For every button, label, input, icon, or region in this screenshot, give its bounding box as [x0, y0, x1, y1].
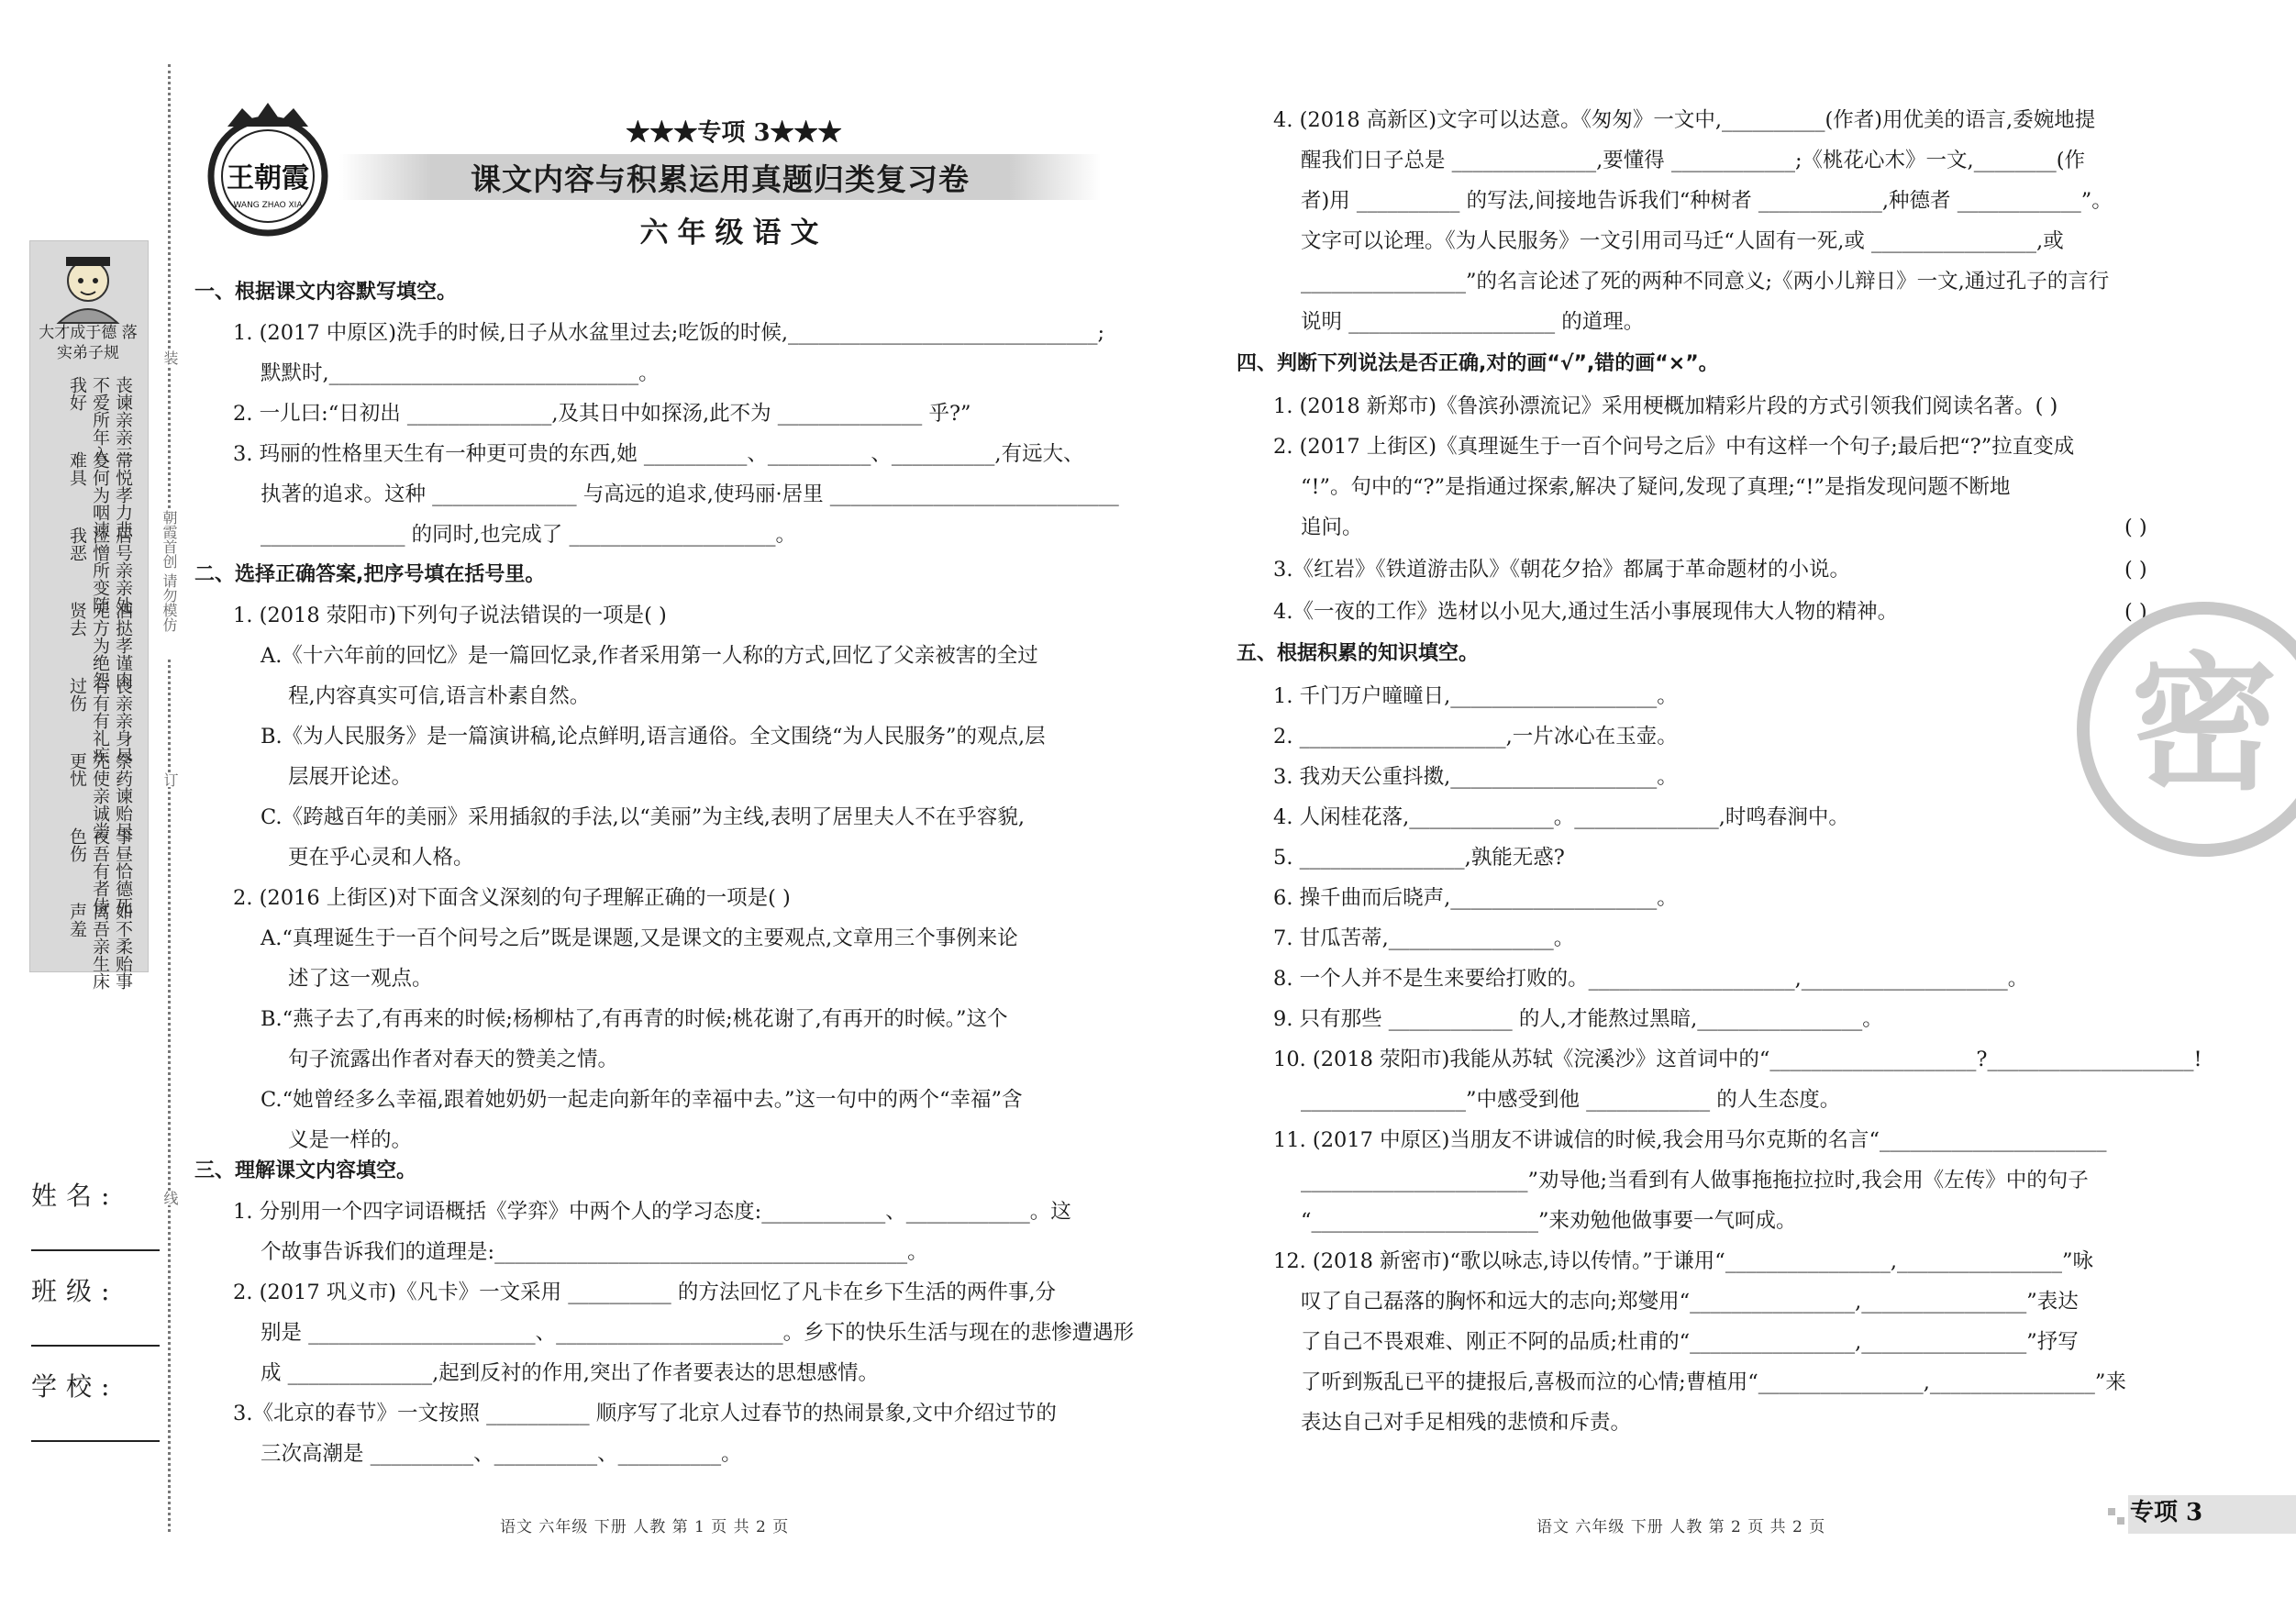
question-line: 追问。 [1301, 516, 1363, 539]
question-line: 成 ______________,起到反衬的作用,突出了作者要表达的思想感情。 [261, 1361, 879, 1385]
section-heading: 一、根据课文内容默写填空。 [194, 281, 458, 304]
question-line: 3. 我劝天公重抖擞,____________________。 [1273, 765, 1678, 789]
watermark-text: 密 [2130, 638, 2279, 810]
question-line: 4. (2018 高新区)文字可以达意。《匆匆》一文中,__________(作者)用优美的语言,委婉地提 [1273, 108, 2096, 132]
secret-watermark-icon [2076, 601, 2296, 858]
question-line: 默默时,______________________________。 [261, 361, 660, 385]
question-line: 叹了自己磊落的胸怀和远大的志向;郑燮用“________________,________________”表达 [1301, 1290, 2079, 1314]
question-line: 8. 一个人并不是生来要给打败的。____________________,____________________。 [1273, 967, 2029, 991]
section-heading: 五、根据积累的知识填空。 [1237, 642, 1480, 665]
poem-column: 丧亲亲身尽有有有礼疾过伤 [67, 677, 133, 764]
question-line: 说明 ____________________ 的道理。 [1301, 310, 1645, 334]
question-line: ______________ 的同时,也完成了 ____________________。 [261, 523, 796, 547]
scholar-figure-icon [46, 250, 130, 325]
option-line: 句子流露出作者对春天的赞美之情。 [288, 1048, 619, 1071]
question-line: 6. 操千曲而后晓声,____________________。 [1273, 886, 1678, 910]
option-line: B.《为人民服务》是一篇演讲稿,论点鲜明,语言通俗。全文围绕“为人民服务”的观点,层 [261, 725, 1046, 749]
page-footer: 语文 六年级 下册 人教 第 1 页 共 2 页 [500, 1518, 790, 1536]
question-line: 1. 分别用一个四字词语概括《学弈》中两个人的学习态度:____________、____________。这 [233, 1200, 1071, 1224]
option-line: C.《跨越百年的美丽》采用插叙的手法,以“美丽”为主线,表明了居里夫人不在乎容貌, [261, 805, 1026, 829]
question-line: 2. (2017 上街区)《真理诞生于一百个问号之后》中有这样一个句子;最后把“?”拉直变成 [1273, 435, 2075, 459]
question-line: 9. 只有那些 ____________ 的人,才能熬过黑暗,________________。 [1273, 1007, 1883, 1031]
paper-subtitle: 六年级语文 [639, 216, 828, 250]
cut-mark: 线 [161, 1191, 179, 1205]
paper-title: 课文内容与积累运用真题归类复习卷 [471, 161, 970, 197]
option-line: 更在乎心灵和人格。 [288, 846, 474, 870]
question-line: ______________________”劝导他;当看到有人做事拖拖拉拉时,我会用《左传》中的句子 [1301, 1169, 2089, 1192]
question-line: 2. ____________________,一片冰心在玉壶。 [1273, 725, 1678, 749]
question-line: 4.《一夜的工作》选材以小见大,通过生活小事展现伟大人物的精神。 [1273, 600, 1899, 624]
section-heading: 四、判断下列说法是否正确,对的画“√”,错的画“×”。 [1237, 352, 1719, 375]
question-line: 3. 玛丽的性格里天生有一种更可贵的东西,她 __________、__________、__________,有远大、 [233, 442, 1084, 466]
option-line: 义是一样的。 [288, 1128, 413, 1152]
question-line: “!”。句中的“?”是指通过探索,解决了疑问,发现了真理;“!”是指发现问题不断地 [1301, 475, 2011, 499]
question-line: ________________”的名言论述了死的两种不同意义;《两小儿辩日》一文,通过孔子的言行 [1301, 270, 2110, 294]
option-line: B.“燕子去了,有再来的时候;杨柳枯了,有再青的时候;桃花谢了,有再开的时候。”这个 [261, 1007, 1008, 1031]
question-line: 了自己不畏艰难、刚正不阿的品质;杜甫的“________________,________________”抒写 [1301, 1330, 2079, 1354]
poem-column: 祭药谏贻尽先使亲诚尝更忧 [67, 752, 133, 839]
publisher-logo-icon [194, 99, 341, 246]
option-line: A.《十六年前的回忆》是一篇回忆录,作者采用第一人称的方式,回忆了父亲被害的全过 [261, 644, 1038, 668]
question-line: 1. 千门万户曈曈日,____________________。 [1273, 684, 1678, 708]
question-line: 2. 一儿曰:“日初出 ______________,及其日中如探汤,此不为 ______________ 乎?” [233, 402, 971, 426]
question-line: 1. (2018 荥阳市)下列句子说法错误的一项是( ) [233, 604, 667, 627]
question-line: 三次高潮是 __________、__________、__________。 [261, 1442, 742, 1466]
logo-text: 王朝霞 [227, 162, 309, 194]
question-line: 11. (2017 中原区)当朋友不讲诚信的时候,我会用马尔克斯的名言“______________________ [1273, 1128, 2107, 1152]
class-label: 班级: [31, 1276, 119, 1306]
cut-mark: 订 [161, 772, 179, 787]
question-line: 5. ________________,孰能无惑? [1273, 846, 1565, 870]
question-line: 执著的追求。这种 ______________ 与高远的追求,使玛丽·居里 ____________________________ [261, 482, 1119, 506]
answer-bracket[interactable]: ( ) [2124, 516, 2147, 539]
option-line: C.“她曾经多么幸福,跟着她奶奶一起走向新年的幸福中去。”这一句中的两个“幸福”含 [261, 1088, 1023, 1112]
cut-mark-note: 朝霞首创 请勿模仿 [160, 510, 178, 657]
section-heading: 三、理解课文内容填空。 [194, 1159, 417, 1182]
answer-bracket[interactable]: ( ) [2124, 558, 2147, 582]
series-label: ★★★专项 3★★★ [626, 119, 842, 147]
cut-mark: 装 [161, 350, 179, 365]
name-field[interactable] [31, 1249, 160, 1251]
question-line: 醒我们日子总是 ______________,要懂得 ____________;《桃花心木》一文,________(作 [1301, 149, 2085, 172]
question-line: 别是 ______________________、______________________。乡下的快乐生活与现在的悲惨遭遇形 [261, 1321, 1135, 1345]
school-label: 学校: [31, 1371, 119, 1402]
school-field[interactable] [31, 1440, 160, 1442]
strip-motto: 大才成于德 落实弟子规 [39, 324, 138, 362]
poem-column: 居号亲亲处泣憎所变随我恶 [67, 527, 133, 614]
question-line: 3.《红岩》《铁道游击队》《朝花夕拾》都属于革命题材的小说。 [1273, 558, 1850, 582]
poem-column: 丧谏亲亲三不爱所年入我好 [67, 376, 133, 463]
answer-bracket[interactable]: ( ) [2124, 600, 2147, 624]
option-line: 程,内容真实可信,语言朴素自然。 [288, 684, 591, 708]
section-tag: 专项 3 [2130, 1499, 2203, 1526]
question-line: 1. (2017 中原区)洗手的时候,日子从水盆里过去;吃饭的时候,______________________________; [233, 321, 1105, 345]
question-line: 了听到叛乱已平的捷报后,喜极而泣的心情;曹植用“________________,________________”来 [1301, 1370, 2126, 1394]
question-line: 2. (2017 巩义市)《凡卡》一文采用 __________ 的方法回忆了凡卡在乡下生活的两件事,分 [233, 1281, 1057, 1304]
question-line: 1. (2018 新郑市)《鲁滨孙漂流记》采用梗概加精彩片段的方式引领我们阅读名著。( ) [1273, 394, 2058, 418]
option-line: 述了这一观点。 [288, 967, 433, 991]
question-line: 7. 甘瓜苦蒂,________________。 [1273, 926, 1575, 950]
section-heading: 二、选择正确答案,把序号填在括号里。 [194, 563, 546, 586]
question-line: 表达自己对手足相残的悲愤和斥责。 [1301, 1411, 1632, 1435]
question-line: 个故事告诉我们的道理是:________________________________________。 [261, 1240, 928, 1264]
poem-column: 常悦孝力悲复何为咽谏难具 [67, 451, 133, 538]
option-line: 层展开论述。 [288, 765, 413, 789]
question-line: 4. 人闲桂花落,______________。______________,时鸣春涧中。 [1273, 805, 1849, 829]
class-field[interactable] [31, 1345, 160, 1347]
page-footer: 语文 六年级 下册 人教 第 2 页 共 2 页 [1536, 1518, 1826, 1536]
question-line: 文字可以论理。《为人民服务》一文引用司马迁“人固有一死,或 ________________,或 [1301, 229, 2064, 253]
question-line: “______________________”来劝勉他做事要一气呵成。 [1301, 1209, 1797, 1233]
poem-column: 酒挞孝谨肉无方为绝怨贤去 [67, 602, 133, 689]
name-label: 姓名: [31, 1181, 119, 1211]
option-line: A.“真理诞生于一百个问号之后”既是课题,又是课文的主要观点,文章用三个事例来论 [261, 926, 1018, 950]
question-line: 3.《北京的春节》一文按照 __________ 顺序写了北京人过春节的热闹景象,文中介绍过节的 [233, 1402, 1057, 1425]
poem-column: 如不柔贻事离吾亲生床声羞 [67, 903, 133, 990]
question-line: 者)用 __________ 的写法,间接地告诉我们“种树者 ____________,种德者 ____________”。 [1301, 189, 2113, 213]
question-line: ________________”中感受到他 ____________ 的人生态度。 [1301, 1088, 1841, 1112]
poem-column: 事昼恰德死夜吾有者侍色伤 [67, 827, 133, 915]
question-line: 10. (2018 荥阳市)我能从苏轼《浣溪沙》这首词中的“____________________?____________________! [1273, 1048, 2202, 1071]
cut-line [168, 64, 171, 1532]
question-line: 2. (2016 上街区)对下面含义深刻的句子理解正确的一项是( ) [233, 886, 791, 910]
logo-subtext: WANG ZHAO XIA [233, 201, 303, 210]
question-line: 12. (2018 新密市)“歌以咏志,诗以传情。”于谦用“________________,________________”咏 [1273, 1249, 2093, 1273]
